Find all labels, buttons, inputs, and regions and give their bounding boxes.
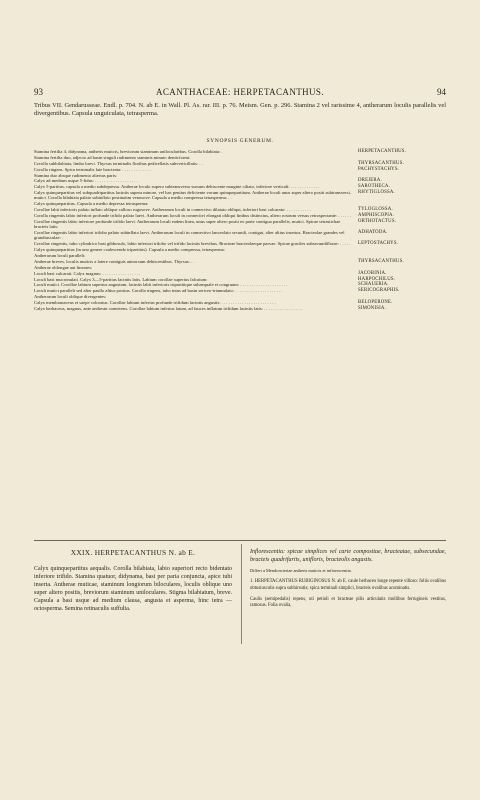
synopsis-genus: LEPTOSTACHYS. — [358, 241, 399, 247]
synopsis-genus: PACHYSTACHYS. — [358, 166, 400, 172]
synopsis-description: Calyx membranaceus et saepe coloratus. Corollae labium inferius profunde trifidum laciniis angustis: . . . . . . . . . . . . . . . . . . . . . . . . — [34, 300, 276, 306]
synopsis-genus: SIMONISIA. — [358, 305, 386, 311]
column-divider — [241, 544, 242, 644]
synopsis-row — [34, 207, 446, 212]
synopsis-row — [34, 201, 446, 206]
synopsis-row — [34, 306, 446, 311]
synopsis-description: Antherae oblongae aut lineares: — [34, 264, 93, 270]
synopsis-row — [34, 259, 446, 264]
synopsis-description: Calyx quinquepartitus. Capsula a medio depressa tetrasperma: — [34, 201, 149, 207]
synopsis-row — [34, 253, 446, 258]
synopsis-description: Calyx ad medium usque 5-fidus: . . . . . . . . . . . . . . . . . . . — [34, 178, 138, 184]
synopsis-description: Antherarum loculi paralleli: — [34, 252, 86, 258]
synopsis-genus: THYRSACANTHUS. — [358, 160, 404, 166]
synopsis-description: Calyx 5-partitus, capsula a medio subdepressa. Antherae loculo supero subtransverso sursum dehiscente margine ciliato, inferiore verticali: . . . . . . . . . . . . . — [34, 184, 320, 190]
synopsis-row — [34, 149, 446, 154]
synopsis-genus: TYLOGLOSSA. — [358, 207, 393, 213]
synopsis-genus: JACOBINIA. — [358, 270, 387, 276]
synopsis-description: Corolla subbilabiata, limbo brevi. Thyrsus terminalis floribus pedicellatis subverticillatis: . . — [34, 160, 203, 166]
synopsis-description: Calyx quinquepartitus (in uno genere coalescendo tripartitus). Capsula a medio compressa, tetrasperma: — [34, 247, 225, 253]
synopsis-row — [34, 247, 446, 252]
synopsis-genus: HARPOCHILUS. — [358, 276, 396, 282]
synopsis-genus: SERICOGRAPHIS. — [358, 288, 400, 294]
synopsis-genus: ORTHOTACTUS. — [358, 219, 397, 224]
synopsis-row — [34, 167, 446, 172]
synopsis-row — [34, 282, 446, 287]
left-column — [34, 548, 232, 614]
synopsis-description: Stamina fertilia duo, adjecto ad basin singuli rudimento staminis minuto denticformi: — [34, 154, 191, 160]
synopsis-description: Loculi mutici. Corollae labium superius angustum, laciniis labii inferioris tripartitique subaequale et congruum: . . . . . . . . . . . . . . . . . . . . . — [34, 282, 288, 288]
synopsis-genus: ADHATODA. — [358, 230, 388, 236]
synopsis-row — [34, 230, 446, 240]
synopsis-description: Antherarum loculi oblique divergentes: — [34, 294, 107, 300]
synopsis-genus: DREJERA. — [358, 178, 382, 184]
synopsis-description: Loculi basi calcarati. Calyx magnus: . . . . . . . . . . . . . . . . . — [34, 270, 141, 276]
tribe-intro: Tribus VII. Gendarusseae. Endl. p. 704. N. ab E. in Wall. Pl. As. rar. III. p. 76. Meism. Gen. p. 296. Stamina 2 vel rarissime 4, antherarum loculis parallelis vel divergentibus. Capsula unguiculata, tetrasperma. — [34, 102, 446, 118]
difference-note: Differt a Mendoncieriae antheris muticis et infiorescentia. — [250, 568, 352, 573]
synopsis-description: Corollae ringentis labio inferiore profunde trifido laevi. Antherarum loculi eadem linea, unus super altero positi ex parte contigua parallelis, mutici. Spicae tetrastichae bracteis latis: — [34, 219, 341, 230]
synopsis-row — [34, 161, 446, 166]
species-entry: 1. HERPETACANTHUS RUBIGINOSUS N. ab E. caule herbaceo longe repente villoso: foliis ovalibus obtusiusculis supra subhirsutis; spica terminali simplici, bracteis ovalibus acuminatis. — [250, 579, 446, 591]
synopsis-genus: RHYTIGLOSSA. — [358, 190, 395, 196]
synopsis-table — [34, 149, 446, 312]
synopsis-row — [34, 190, 446, 200]
synopsis-description: Corollae ringentis, tubo cylindrico basi gibbosulo, labio inferiori trilobo vel trifido laciniis brevibus. Bracteae bracteolaeque parvae. Spicae graciles subsecundiflorae: . . . . . — [34, 241, 351, 247]
synopsis-row — [34, 288, 446, 293]
synopsis-description: Corolla ringentis labio inferiori profunde trifido palato laevi. Antherarum loculi in connectivi elongati obliqui finibus distinctus, altero rostrum versus retrospectante: . . . . . . — [34, 213, 352, 219]
synopsis-row — [34, 173, 446, 178]
synopsis-row — [34, 277, 446, 282]
synopsis-description: Corollae labii inferioris palato inflato oblique calloso rugosove. Antherarum loculi in connectivo dilatato obliqui, inferiori basi calcarato: . . . . . . . . . . . — [34, 207, 311, 213]
synopsis-description: Calyx herbaceus, magnus, ante anthesin connivens. Corollae labium inferius latum, ad fauces inflatum trifidum laciniis latis: . . . . . . . . . . . . . . . . . — [34, 305, 303, 311]
genus-description: Calyx quinquepartitus aequalis. Corolla bilabiata, labio superiori recto bidentato inferiore trifido. Stamina quatuor, didynama, basi per paria conjuncta, apice tubi inserta. Antherae muticae, staminum longiorum biloculares, loculis oblique uno super altero positis, breviorum staminum uniloculares. Stigma bilabiatum, breve. Capsula a basi usque ad medium clausa, angusta et asperma, hinc tetra — octosperma. Semina retinaculis suffulta. — [34, 566, 232, 613]
page-number-right: 94 — [436, 87, 446, 97]
synopsis-row — [34, 213, 446, 218]
synopsis-description: Loculi basi mucronulati. Calyx 3—5-partitus laciniis latis. Labium corollae superius falcatum: — [34, 276, 208, 282]
synopsis-row — [34, 241, 446, 246]
running-header — [34, 86, 446, 98]
synopsis-row — [34, 155, 446, 160]
synopsis-row — [34, 178, 446, 183]
synopsis-genus: SCHAUERIA. — [358, 282, 389, 288]
synopsis-row — [34, 184, 446, 189]
synopsis-row — [34, 294, 446, 299]
synopsis-row — [34, 219, 446, 229]
synopsis-description: Stamina duo absque rudimento alterius paris: — [34, 172, 118, 178]
right-column — [250, 548, 446, 609]
synopsis-genus: AMPHISCOPIA. — [358, 213, 395, 219]
synopsis-description: Loculi mutici paralleli sed alter paullo altius positus. Corolla ringens, tubo intus ad basin sericeo-triannulato: . . . . . . . . . . . . . . . . . . . . . — [34, 288, 283, 294]
page-number-left: 93 — [34, 87, 43, 97]
synopsis-description: Corollae ringentis labio inferiori trilobo palato subinflato laevi. Antherarum loculi in connectivo lanceolato secundi, contigui, alter altius insertus. Bracteolae grandes vel grandiusculae: . — [34, 230, 345, 241]
synopsis-description: Corolla ringens. Spica terminalis late bracteata: . . . . . . . . . . . . . — [34, 166, 152, 172]
synopsis-row — [34, 300, 446, 305]
synopsis-description: Calyx quinquepartitus vel subquadripartitus laciniis supera minore, vel hac penitus deficiente vorum quinquepartitum. Antherae loculi unus super altero positi subtransversi, mutici. Corolla bilabiata palato subinflato postinatim venosove. Capsula a medio compressa tetrasperma: . . — [34, 190, 351, 201]
running-title: ACANTHACEAE: HERPETACANTHUS. — [156, 87, 324, 97]
inflorescence-text: Inflorescentia: spicae simplices vel carie compositae, bracteatae, subsecundae, bracteis quadrifariis, unifloris, bracteolis angustis. — [250, 549, 446, 563]
synopsis-genus: HERPETACANTHUS. — [358, 149, 407, 154]
synopsis-row — [34, 271, 446, 276]
synopsis-genus: BELOPERONE. — [358, 300, 393, 306]
synopsis-description: Stamina fertilia 4, didynama, antheris muticis, breviorum staminum unilocularibus. Corolla bilabiata: . — [34, 149, 223, 154]
genus-heading: XXIX. HERPETACANTHUS N. ab E. — [70, 548, 196, 557]
section-divider — [34, 540, 446, 541]
synopsis-title: SYNOPSIS GENERUM. — [206, 138, 274, 144]
synopsis-description: Antherae breves, loculis muticis a latere contiguis antrorsum dehiscentibus. Thyrsus: . . — [34, 258, 195, 264]
synopsis-genus: SAROTHECA. — [358, 184, 390, 190]
species-description: Caulis (semipedalis) repens, uti petioli et bracteae pilis articulatis mollibus ferrugineis vestitus, ramosus. Folia ovalia, — [250, 596, 446, 609]
synopsis-genus: THYRSACANTHUS. — [358, 258, 404, 264]
synopsis-row — [34, 265, 446, 270]
